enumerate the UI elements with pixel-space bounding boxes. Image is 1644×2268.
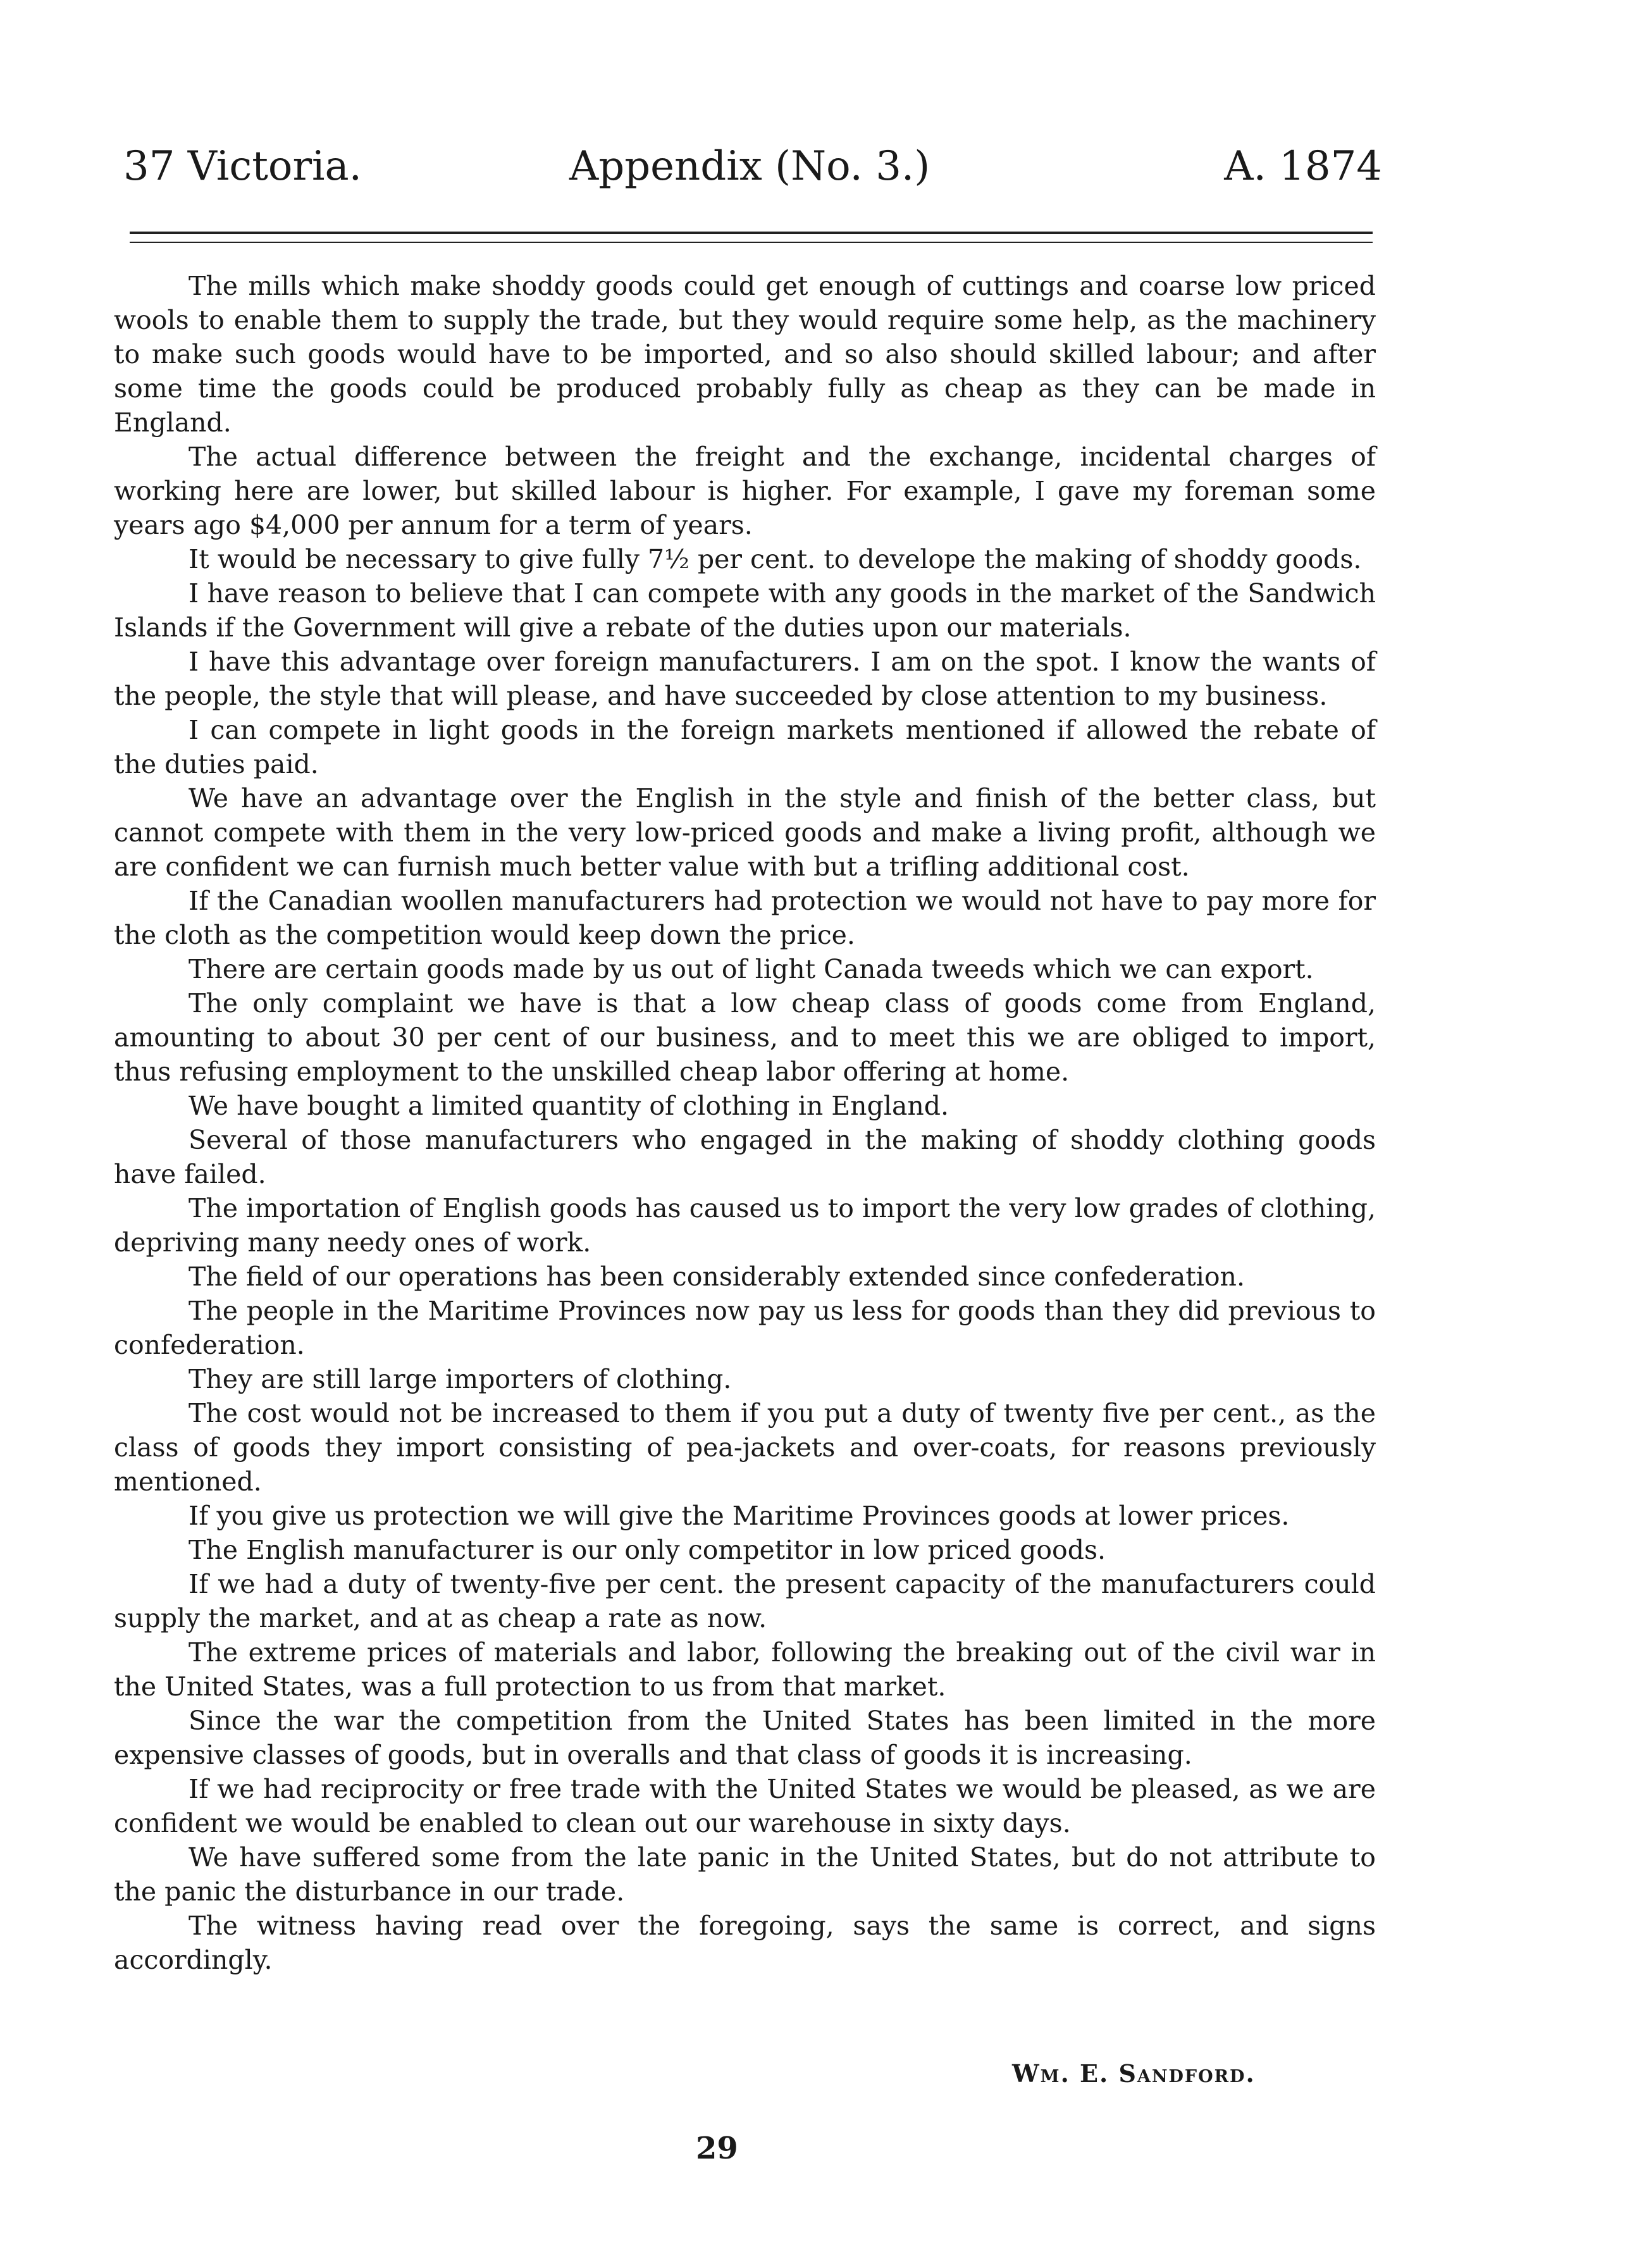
paragraph: I have this advantage over foreign manufacturers. I am on the spot. I know the wants of the people, the style that will please, and have succeeded by close attention to my business. [114, 647, 1376, 711]
paragraph: I have reason to believe that I can compete with any goods in the market of the Sandwich Islands if the Government will give a rebate of the duties upon our materials. [114, 578, 1376, 643]
paragraph: The only complaint we have is that a low cheap class of goods come from England, amounting to about 30 per cent of our business, and to meet this we are obliged to import, thus refusing employment to the unskilled cheap labor offering at home. [114, 988, 1376, 1087]
paragraph: They are still large importers of clothing. [189, 1364, 732, 1394]
paragraph: The actual difference between the freight and the exchange, incidental charges of working here are lower, but skilled labour is higher. For example, I gave my foreman some years ago $4,000 per annum for a term of years. [114, 442, 1376, 540]
witness-signature: Wm. E. Sandford. [1012, 2059, 1256, 2088]
paragraph: We have suffered some from the late panic in the United States, but do not attribute to the panic the disturbance in our trade. [114, 1842, 1376, 1907]
page-header [123, 143, 1382, 194]
header-appendix: Appendix (No. 3.) [569, 143, 930, 190]
paragraph: If the Canadian woollen manufacturers had protection we would not have to pay more for the cloth as the competition would keep down the price. [114, 886, 1376, 950]
header-rule-top [130, 232, 1373, 234]
paragraph: There are certain goods made by us out of light Canada tweeds which we can export. [189, 954, 1314, 984]
paragraph: If you give us protection we will give the Maritime Provinces goods at lower prices. [189, 1501, 1290, 1531]
header-session: 37 Victoria. [123, 143, 362, 190]
paragraph: The people in the Maritime Provinces now pay us less for goods than they did previous to confederation. [114, 1296, 1376, 1360]
header-year: A. 1874 [1224, 143, 1382, 190]
page-number: 29 [696, 2131, 738, 2166]
paragraph: I can compete in light goods in the foreign markets mentioned if allowed the rebate of the duties paid. [114, 715, 1376, 779]
paragraph: The extreme prices of materials and labor, following the breaking out of the civil war in the United States, was a full protection to us from that market. [114, 1637, 1376, 1702]
paragraph: If we had a duty of twenty-five per cent. the present capacity of the manufacturers could supply the market, and at as cheap a rate as now. [114, 1569, 1376, 1633]
header-rule-bottom [130, 242, 1373, 243]
paragraph: The witness having read over the foregoing, says the same is correct, and signs accordingly. [114, 1911, 1376, 1975]
body-text [114, 269, 1376, 1977]
paragraph: The field of our operations has been considerably extended since confederation. [189, 1261, 1245, 1292]
paragraph: We have bought a limited quantity of clothing in England. [189, 1091, 949, 1121]
paragraph: We have an advantage over the English in the style and finish of the better class, but cannot compete with them in the very low-priced goods and make a living profit, although we are confident we can furnish much better value with but a trifling additional cost. [114, 783, 1376, 882]
paragraph: The cost would not be increased to them if you put a duty of twenty five per cent., as the class of goods they import consisting of pea-jackets and over-coats, for reasons previously mentioned. [114, 1398, 1376, 1497]
paragraph: The importation of English goods has caused us to import the very low grades of clothing, depriving many needy ones of work. [114, 1193, 1376, 1258]
paragraph: It would be necessary to give fully 7½ per cent. to develope the making of shoddy goods. [189, 544, 1362, 574]
paragraph: If we had reciprocity or free trade with the United States we would be pleased, as we are confident we would be enabled to clean out our warehouse in sixty days. [114, 1774, 1376, 1838]
paragraph: The English manufacturer is our only competitor in low priced goods. [189, 1535, 1106, 1565]
paragraph: Several of those manufacturers who engaged in the making of shoddy clothing goods have failed. [114, 1125, 1376, 1189]
paragraph: The mills which make shoddy goods could get enough of cuttings and coarse low priced wools to enable them to supply the trade, but they would require some help, as the machinery to make such goods would have to be imported, and so also should skilled labour; and after some time the goods could be produced probably fully as cheap as they can be made in England. [114, 271, 1376, 438]
paragraph: Since the war the competition from the United States has been limited in the more expensive classes of goods, but in overalls and that class of goods it is increasing. [114, 1706, 1376, 1770]
